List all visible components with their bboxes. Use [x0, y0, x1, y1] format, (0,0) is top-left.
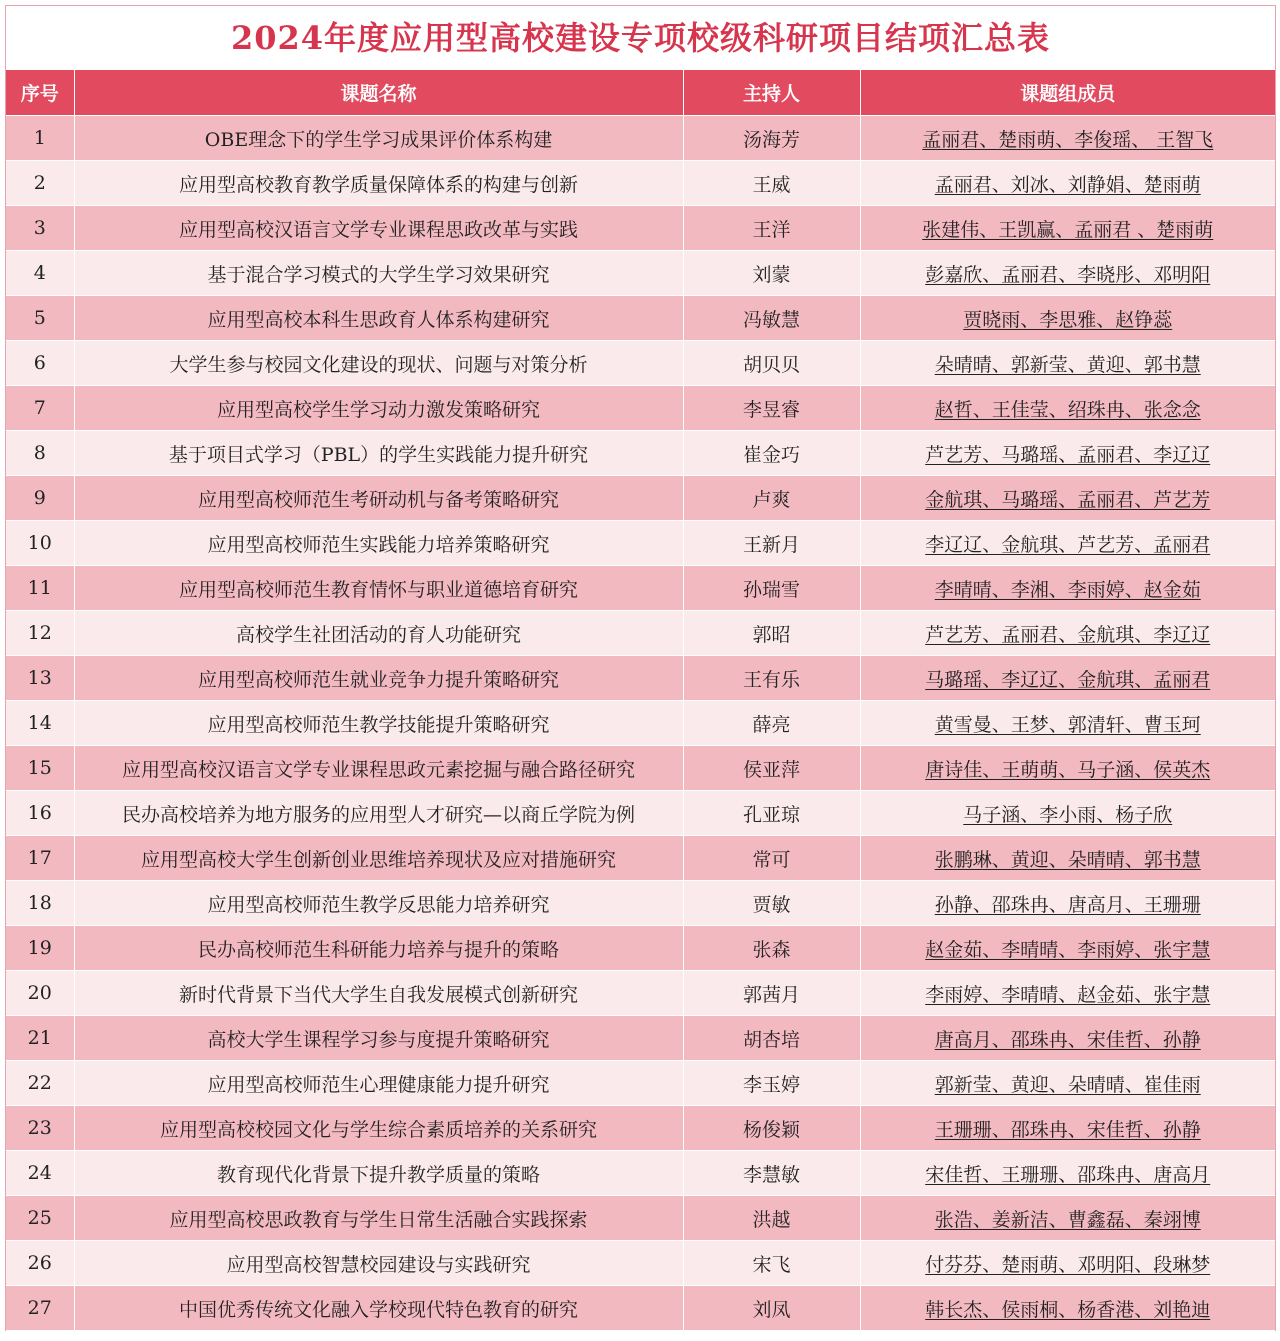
table-row [6, 341, 1275, 386]
header-members: 课题组成员 [860, 70, 1275, 116]
cell-title: 应用型高校教育教学质量保障体系的构建与创新 [74, 161, 683, 206]
table-row [6, 746, 1275, 791]
members-text: 张鹏琳、黄迎、朵晴晴、郭书慧 [934, 848, 1201, 871]
cell-no: 14 [6, 701, 74, 746]
cell-members [860, 926, 1275, 971]
table-row [6, 1196, 1275, 1241]
cell-host: 李玉婷 [683, 1061, 860, 1106]
cell-no: 19 [6, 926, 74, 971]
cell-members [860, 1016, 1275, 1061]
table-row [6, 116, 1275, 161]
table-row [6, 251, 1275, 296]
table-row [6, 611, 1275, 656]
cell-host: 洪越 [683, 1196, 860, 1241]
table-row [6, 881, 1275, 926]
cell-no: 2 [6, 161, 74, 206]
cell-title: 应用型高校本科生思政育人体系构建研究 [74, 296, 683, 341]
cell-title: 高校大学生课程学习参与度提升策略研究 [74, 1016, 683, 1061]
cell-no: 8 [6, 431, 74, 476]
cell-host: 李昱睿 [683, 386, 860, 431]
members-text: 李辽辽、金航琪、芦艺芳、孟丽君 [925, 533, 1211, 556]
cell-title: 应用型高校师范生教学反思能力培养研究 [74, 881, 683, 926]
cell-members [860, 206, 1275, 251]
cell-no: 6 [6, 341, 74, 386]
members-text: 彭嘉欣、孟丽君、李晓彤、邓明阳 [925, 263, 1211, 286]
cell-host: 贾敏 [683, 881, 860, 926]
members-text: 马子涵、李小雨、杨子欣 [963, 803, 1173, 826]
members-text: 马璐瑶、李辽辽、金航琪、孟丽君 [925, 668, 1211, 691]
cell-members [860, 386, 1275, 431]
cell-title: 应用型高校师范生教学技能提升策略研究 [74, 701, 683, 746]
members-text: 李晴晴、李湘、李雨婷、赵金茹 [934, 578, 1201, 601]
cell-no: 10 [6, 521, 74, 566]
cell-members [860, 566, 1275, 611]
cell-members [860, 296, 1275, 341]
members-text: 宋佳哲、王珊珊、邵珠冉、唐高月 [925, 1163, 1211, 1186]
cell-no: 25 [6, 1196, 74, 1241]
cell-members [860, 836, 1275, 881]
table-body [6, 116, 1275, 1331]
members-text: 孟丽君、楚雨萌、李俊瑶、 王智飞 [922, 128, 1214, 151]
members-text: 付芬芬、楚雨萌、邓明阳、段琳梦 [925, 1253, 1211, 1276]
cell-host: 刘蒙 [683, 251, 860, 296]
members-text: 李雨婷、李晴晴、赵金茹、张宇慧 [925, 983, 1211, 1006]
table-row [6, 1151, 1275, 1196]
cell-members [860, 476, 1275, 521]
cell-members [860, 1241, 1275, 1286]
cell-title: 应用型高校校园文化与学生综合素质培养的关系研究 [74, 1106, 683, 1151]
members-text: 芦艺芳、马璐瑶、孟丽君、李辽辽 [925, 443, 1211, 466]
cell-members [860, 341, 1275, 386]
members-text: 王珊珊、邵珠冉、宋佳哲、孙静 [934, 1118, 1201, 1141]
project-table [6, 70, 1275, 1331]
members-text: 张建伟、王凯赢、孟丽君 、楚雨萌 [922, 218, 1214, 241]
table-row [6, 206, 1275, 251]
cell-no: 26 [6, 1241, 74, 1286]
cell-no: 22 [6, 1061, 74, 1106]
table-row [6, 296, 1275, 341]
members-text: 孟丽君、刘冰、刘静娟、楚雨萌 [934, 173, 1201, 196]
cell-no: 1 [6, 116, 74, 161]
members-text: 韩长杰、侯雨桐、杨香港、刘艳迪 [925, 1298, 1211, 1321]
cell-host: 薛亮 [683, 701, 860, 746]
cell-host: 常可 [683, 836, 860, 881]
cell-title: 应用型高校师范生考研动机与备考策略研究 [74, 476, 683, 521]
cell-title: 教育现代化背景下提升教学质量的策略 [74, 1151, 683, 1196]
cell-members [860, 1151, 1275, 1196]
cell-title: 应用型高校师范生心理健康能力提升研究 [74, 1061, 683, 1106]
table-row [6, 161, 1275, 206]
cell-title: 应用型高校师范生就业竞争力提升策略研究 [74, 656, 683, 701]
members-text: 赵金茹、李晴晴、李雨婷、张宇慧 [925, 938, 1211, 961]
cell-host: 张森 [683, 926, 860, 971]
cell-host: 王洋 [683, 206, 860, 251]
cell-members [860, 611, 1275, 656]
members-text: 张浩、姜新洁、曹鑫磊、秦翊博 [934, 1208, 1201, 1231]
cell-members [860, 1286, 1275, 1331]
table-row [6, 1106, 1275, 1151]
table-row [6, 1016, 1275, 1061]
cell-title: 应用型高校汉语言文学专业课程思政改革与实践 [74, 206, 683, 251]
cell-title: 应用型高校师范生教育情怀与职业道德培育研究 [74, 566, 683, 611]
cell-no: 9 [6, 476, 74, 521]
cell-no: 24 [6, 1151, 74, 1196]
table-row [6, 791, 1275, 836]
members-text: 郭新莹、黄迎、朵晴晴、崔佳雨 [934, 1073, 1201, 1096]
cell-members [860, 116, 1275, 161]
table-row [6, 431, 1275, 476]
cell-host: 郭昭 [683, 611, 860, 656]
cell-no: 27 [6, 1286, 74, 1331]
cell-no: 16 [6, 791, 74, 836]
cell-title: 基于混合学习模式的大学生学习效果研究 [74, 251, 683, 296]
cell-host: 王有乐 [683, 656, 860, 701]
cell-no: 12 [6, 611, 74, 656]
cell-title: 民办高校培养为地方服务的应用型人才研究—以商丘学院为例 [74, 791, 683, 836]
cell-no: 17 [6, 836, 74, 881]
cell-no: 4 [6, 251, 74, 296]
members-text: 唐高月、邵珠冉、宋佳哲、孙静 [934, 1028, 1201, 1051]
cell-no: 15 [6, 746, 74, 791]
cell-members [860, 701, 1275, 746]
cell-title: 高校学生社团活动的育人功能研究 [74, 611, 683, 656]
cell-no: 5 [6, 296, 74, 341]
table-row [6, 476, 1275, 521]
header-no: 序号 [6, 70, 74, 116]
table-row [6, 1286, 1275, 1331]
members-text: 赵哲、王佳莹、绍珠冉、张念念 [934, 398, 1201, 421]
cell-no: 18 [6, 881, 74, 926]
header-title: 课题名称 [74, 70, 683, 116]
cell-host: 冯敏慧 [683, 296, 860, 341]
cell-host: 胡贝贝 [683, 341, 860, 386]
cell-no: 21 [6, 1016, 74, 1061]
members-text: 唐诗佳、王萌萌、马子涵、侯英杰 [925, 758, 1211, 781]
cell-title: 基于项目式学习（PBL）的学生实践能力提升研究 [74, 431, 683, 476]
cell-host: 王新月 [683, 521, 860, 566]
cell-host: 汤海芳 [683, 116, 860, 161]
cell-host: 卢爽 [683, 476, 860, 521]
cell-host: 郭茜月 [683, 971, 860, 1016]
cell-host: 崔金巧 [683, 431, 860, 476]
cell-members [860, 881, 1275, 926]
cell-host: 王威 [683, 161, 860, 206]
cell-title: 应用型高校学生学习动力激发策略研究 [74, 386, 683, 431]
page-title: 2024年度应用型高校建设专项校级科研项目结项汇总表 [6, 5, 1275, 70]
table-row [6, 971, 1275, 1016]
cell-title: OBE理念下的学生学习成果评价体系构建 [74, 116, 683, 161]
table-row [6, 836, 1275, 881]
cell-title: 中国优秀传统文化融入学校现代特色教育的研究 [74, 1286, 683, 1331]
cell-title: 大学生参与校园文化建设的现状、问题与对策分析 [74, 341, 683, 386]
cell-members [860, 431, 1275, 476]
members-text: 黄雪曼、王梦、郭清轩、曹玉珂 [934, 713, 1201, 736]
cell-title: 应用型高校师范生实践能力培养策略研究 [74, 521, 683, 566]
table-row [6, 1241, 1275, 1286]
table-row [6, 701, 1275, 746]
cell-host: 孙瑞雪 [683, 566, 860, 611]
cell-host: 胡杏培 [683, 1016, 860, 1061]
cell-members [860, 521, 1275, 566]
cell-members [860, 746, 1275, 791]
members-text: 贾晓雨、李思雅、赵铮蕊 [963, 308, 1173, 331]
table-row [6, 386, 1275, 431]
table-header-row [6, 70, 1275, 116]
cell-host: 宋飞 [683, 1241, 860, 1286]
cell-members [860, 1106, 1275, 1151]
cell-members [860, 251, 1275, 296]
cell-title: 应用型高校汉语言文学专业课程思政元素挖掘与融合路径研究 [74, 746, 683, 791]
table-row [6, 566, 1275, 611]
members-text: 金航琪、马璐瑶、孟丽君、芦艺芳 [925, 488, 1211, 511]
cell-members [860, 791, 1275, 836]
cell-title: 应用型高校大学生创新创业思维培养现状及应对措施研究 [74, 836, 683, 881]
table-row [6, 926, 1275, 971]
table-row [6, 521, 1275, 566]
cell-members [860, 1196, 1275, 1241]
cell-host: 李慧敏 [683, 1151, 860, 1196]
cell-no: 13 [6, 656, 74, 701]
cell-host: 侯亚萍 [683, 746, 860, 791]
cell-no: 7 [6, 386, 74, 431]
header-host: 主持人 [683, 70, 860, 116]
members-text: 朵晴晴、郭新莹、黄迎、郭书慧 [934, 353, 1201, 376]
cell-no: 20 [6, 971, 74, 1016]
cell-no: 11 [6, 566, 74, 611]
members-text: 芦艺芳、孟丽君、金航琪、李辽辽 [925, 623, 1211, 646]
cell-host: 杨俊颖 [683, 1106, 860, 1151]
cell-title: 民办高校师范生科研能力培养与提升的策略 [74, 926, 683, 971]
cell-host: 刘凤 [683, 1286, 860, 1331]
cell-members [860, 1061, 1275, 1106]
members-text: 孙静、邵珠冉、唐高月、王珊珊 [934, 893, 1201, 916]
cell-title: 应用型高校智慧校园建设与实践研究 [74, 1241, 683, 1286]
cell-no: 3 [6, 206, 74, 251]
table-row [6, 656, 1275, 701]
cell-title: 新时代背景下当代大学生自我发展模式创新研究 [74, 971, 683, 1016]
cell-members [860, 971, 1275, 1016]
cell-no: 23 [6, 1106, 74, 1151]
project-summary-sheet [5, 5, 1276, 1331]
cell-title: 应用型高校思政教育与学生日常生活融合实践探索 [74, 1196, 683, 1241]
cell-members [860, 161, 1275, 206]
cell-host: 孔亚琼 [683, 791, 860, 836]
table-row [6, 1061, 1275, 1106]
cell-members [860, 656, 1275, 701]
